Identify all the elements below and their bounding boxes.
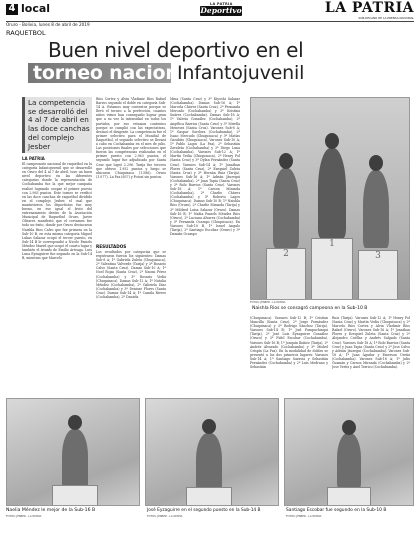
deck: La competencia se desarrolló del 4 al 7 de abril en las doce canchas del complejo Jesber: [28, 98, 90, 151]
athlete-head: [202, 419, 216, 434]
podium-third: [358, 250, 398, 300]
brand-top: LA PATRIA: [210, 2, 233, 6]
section-label: local: [21, 2, 51, 15]
podium-second: [327, 487, 371, 506]
article-col-2: Ríos Cortez y Alvin Vladimir Ríos Rafael Barros segundo el doble en categoría Sub-14 A. Estamos muy contentos porque se llevó el torneo a la perfección, cuantos niños vimos han conseguido lograr gran que a su vez la intensidad en todos los partidos, por eso estamos contentos porque se cumplió con las expectativas, destacó el dirigente. La competencia fue el primer selectivo para el Mundial de Raquetbol, el segundo selectivo se llevará a cabo en Cochabamba en el mes de julio. Las posiciones finales por selecciones que fueron las competencias realizadas en el primer puesto con 2.963 puntos, el segundo lugar fue adjudicado por Santa Cruz que logró 2.296. Tarija fue tercero que obtuvo 1.952 puntos y luego se ubicaron Chuquisaca (1.586), Oruro (1.077), La Paz (657) y Potosí sin puntos.: [96, 97, 166, 179]
athlete-head: [342, 420, 356, 435]
headline-line-2b: Infantojuvenil: [177, 62, 305, 84]
athlete-figure: [62, 429, 88, 489]
page-number: 4: [8, 3, 16, 14]
masthead: LA PATRIA: [324, 0, 414, 16]
article-col-4: (Chuquisaca). Varones Sub-12 B; 1º Cristian Mancilla (Santa Cruz), 2º Jorge Fernández (Chuquisaca) y 3º Rodrigo Sánchez (Tarija). Varones Sub-14 B; 1º Joel Pampuchinqui (Tarija), 2º José Luis Eyzaguirre González (Oruro) y 3º Fidel Escobar (Cochabamba). Varones Sub-16 B; 1º Joaquín Ibáñez (Tarija), 2º Andrés Alvarado (Cochabamba) y 3º Mishel Crispín (La Paz). En la modalidad de dobles se presentó a los dos primeros lugares: Varones Sub-14 A; 1º Santiago Saravia y Sebastián Fernández (Cochabamba) y 2º Luis Medrano y Sebastián: [250, 316, 328, 370]
photo-sub10b: [284, 398, 414, 506]
byline: LA PATRIA: [22, 156, 45, 161]
athlete-figure: [318, 148, 346, 238]
deck-bar: [22, 97, 25, 153]
podium-second: [266, 248, 306, 300]
masthead-sub: SUB-DECANO DE LA PRENSA NACIONAL: [358, 16, 414, 20]
article-col-2b: Los resultados por categorías que se registraron fueron los siguientes: Damas Sub-8 A; 1º Gabriela Zuleta (Chuquisaca), 2º Valentina Valverde (Tarija) y 3º Rosario Calvo (Santa Cruz). Damas Sub-10 A; 1º Noel Rojas (Santa Cruz), 2º Naomi Pérez (Cochabamba) y 3º Rosario Vedia (Chuquisaca). Damas Sub-12 A; 1º Natalia Méndez (Cochabamba), 2º Gabriela Díaz (Cochabamba) y 3º Denisse Flores (Santa Cruz). Damas Sub-14 A; 1º Camila Rivero (Cochabamba), 2º Daniela: [96, 250, 166, 300]
caption-top-right: Naishla Rios se consagró campeona en la Sub-10 B: [252, 306, 368, 311]
caption-bottom-middle: José Eyzaguirre en el segundo puesto en la Sub-14 B: [147, 508, 261, 513]
headline-line-1: Buen nivel deportivo en el: [48, 38, 304, 62]
photo-credit: FOTOS: JESBER - LA PATRIA: [147, 515, 183, 518]
photo-credit: FOTOS: JESBER - LA PATRIA: [6, 515, 42, 518]
photo-credit: FOTOS: JESBER - LA PATRIA: [250, 301, 286, 304]
athlete-figure: [196, 433, 222, 491]
podium-first: [52, 485, 98, 506]
podium-second: [186, 487, 232, 506]
caption-bottom-left: Naelia Méndez le mejor de la Sub-16 B: [6, 508, 96, 513]
podium-label: 3: [375, 251, 381, 261]
podium-label: 2: [283, 249, 289, 259]
athlete-figure: [363, 170, 389, 248]
article-col-3: Mina (Santa Cruz) y 3º Kiyoshi Salazar (Cochabamba). Damas Sub-16 A; 1º Marcela Chávez (Santa Cruz), 2º Fernanda Mercado (Cochabamba) y 3º Kristina Suárez (Cochabamba). Damas Sub-18 A; 1º Valeria González (Cochabamba), 2º Angélica Barrios (Santa Cruz) y 3º Mirella Meneses (Santa Cruz). Varones Sub-8 A; 1º Gaspar Gordova (Cochabamba), 2º Isaac Mercado (Chuquisaca) y 3º Matías Garabito (Chuquisaca). Varones Sub-10 A; 1º Pablo Lagos (La Paz), 2º Sebastián Zavaleta (Cochabamba) y 3º Diego Luna (Cochabamba). Varones Sub-12 A; 1º Martín Vedia (Chuquisaca), 2º Henry Pol (Santa Cruz) y 3º Dylan Fernández (Santa Cruz). Varones Sub-14 A; 1º Jonathan Flores (Santa Cruz), 2º Ezequiel Zuleta (Santa Cruz) y 3º Hernán Ruiz (Tarija). Varones Sub-16 A; 1º Adrián Jáuregui (Cochabamba), 2º Juan Tapia (Santa Cruz) y 3º Rolo Barrios (Santa Cruz). Varones Sub-18 A; 1º Carson Miranda (Cochabamba), 2º Charlie Chávez (Cochabamba) y 3º Roberto Lagos (Chuquisaca). Damas Sub-10 B; 1º Naishla Ríos (Oruro), 2º Charlie Miranda (Tarija) y 3º Mildred Luisa Salazar (Oruro). Damas Sub-16 B; 1º Nadia Paniels Méndez Ríos (Oruro), 2º Luciana Alvarez (Cochabamba) y 3º Fernanda Ocampo (Chuquisaca). En Varones Sub-10 B, 1º Israel Angulo (Tarija), 2º Santiago Escobar (Oruro) y 3º Damián Ocampo: [170, 97, 240, 237]
category-label: RAQUETBOL: [6, 29, 46, 37]
caption-bottom-right: Santiago Escobar fue segundo en la Sub-10 B: [286, 508, 387, 513]
photo-sub16b: [6, 398, 140, 506]
photo-sub14b: [145, 398, 279, 506]
athlete-head: [369, 155, 383, 171]
athlete-head: [68, 415, 82, 430]
athlete-head: [325, 133, 339, 149]
podium-first: [311, 238, 353, 300]
results-heading: RESULTADOS: [96, 244, 127, 249]
headline-line-2a: torneo nacional: [33, 62, 198, 84]
article-col-1: El campeonato nacional de raquetbol en la categoría Infantojuvenil que se desarrolló en Oruro del 4 al 7 de abril, tuvo un buen nivel deportivo en las diferentes categorías donde la representación de Cochabamba fue la que mejor campaña realizó logrando ocupar el primer puesto con 2.963 puntos. Este torneo se verificó en las doce canchas de raquetbol dividido en el complejo Jesber, el cual que mantuvieron los deportistas fue muy bueno, en ese igual el fruto del entrenamiento dentro de la Asociación Municipal de Raquetbol Oruro, Javier Olivares manifestó que el certamen fue todo un éxito, donde por Oruro destacaron Naishla Rios Calvo que fue primera en la Sub-10 B, en esta misma categoría Miguel Lukas Salazar ocupó el tercer puesto, en Sub-14 B le correspondió a Nicole Paniels Méndez Mariel que ocupó el cuarto lugar y también el triunfo de Emilio Arteaga. Luis Luna Eyzaguirre fue segundo en la Sub-14 B, mientras que Marcelo: [22, 162, 92, 261]
athlete-figure: [273, 168, 299, 248]
athlete-head: [279, 153, 293, 169]
athlete-figure: [337, 433, 361, 489]
photo-podium-sub10b: [250, 97, 410, 300]
article-col-5: Ruiz (Tarija). Varones Sub-12 A; 1º Henry Pol (Santa Cruz) y Martín Vedia (Chuquisaca) y 2º Marcelo Ríos Cortez y Alvin Vladimir Ríos Rafael (Oruro). Varones Sub-16 A; 1º Jonathan Flores y Ezequiel Zuleta (Santa Cruz) y 2º Alejandro Cuéllar y Andrés Salgado (Santa Cruz). Varones Sub-18 A; 1º Rolo Barrios (Santa Cruz) y Juan Tapia (Santa Cruz) y 2º Jose Calvo y Adrián Jáuregui (Cochabamba). Varones Sub-18 A; 1º Juan Aguilar y Emerson Ureña (Cochabamba). Varones Sub-18 A; 1º Julio Guzmán y Carson Miranda (Cochabamba) y 2º Jose Vertiz y Axel Torrico (Cochabamba).: [332, 316, 410, 370]
brand-box-text: Deportivo: [200, 5, 242, 15]
dateline: Oruro - Bolivia, lunes 8 de abril de 2019: [6, 22, 90, 27]
photo-credit: FOTOS: JESBER - LA PATRIA: [286, 515, 322, 518]
podium-label: 1: [329, 239, 335, 249]
